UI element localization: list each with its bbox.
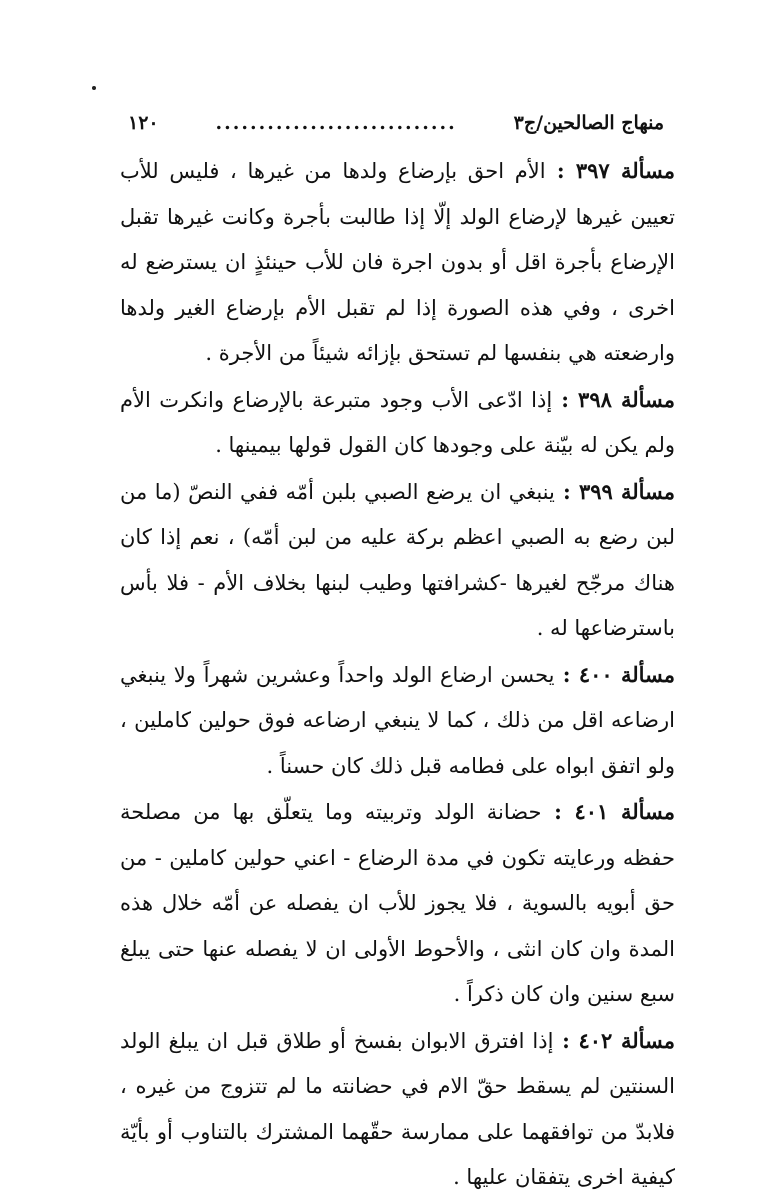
issue-399: مسألة ٣٩٩ : ينبغي ان يرضع الصبي بلبن أمّه ففي النصّ (ما من لبن رضع به الصبي اعظم بركة عليه من لبن أمّه) ، نعم إذا كان هناك مرجّح لغيرها -كشرافتها وطيب لبنها بخلاف الأم - فلا بأس باسترضاعها له . [120, 478, 675, 640]
issue-400: مسألة ٤٠٠ : يحسن ارضاع الولد واحداً وعشرين شهراً ولا ينبغي ارضاعه اقل من ذلك ، كما لا ينبغي ارضاعه فوق حولين كاملين ، ولو اتفق ابواه على فطامه قبل ذلك كان حسناً . [120, 661, 675, 778]
issue-text: الأم احق بإرضاع ولدها من غيرها ، فليس للأب تعيين غيرها لإرضاع الولد إلّا إذا طالبت بأجرة وكانت غيرها تقبل الإرضاع بأجرة اقل أو بدون اجرة فان للأب حينئذٍ ان يسترضع له اخرى ، وفي هذه الصورة إذا لم تقبل الأم بإرضاع الغير ولدها وارضعته هي بنفسها لم تستحق بإزائه شيئاً من الأجرة . [120, 159, 675, 365]
issue-401: مسألة ٤٠١ : حضانة الولد وتربيته وما يتعلّق بها من مصلحة حفظه ورعايته تكون في مدة الرضاع - اعني حولين كاملين - من حق أبويه بالسوية ، فلا يجوز للأب ان يفصله عن أمّه خلال هذه المدة وان كان انثى ، والأحوط الأولى ان لا يفصله عنها حتى يبلغ سبع سنين وان كان ذكراً . [120, 799, 675, 1006]
issue-label: مسألة ٣٩٩ [578, 478, 675, 504]
issue-label: مسألة ٤٠٠ [578, 661, 675, 687]
header-dot-leader: ............................ [215, 112, 457, 134]
issue-label: مسألة ٤٠١ [574, 799, 675, 824]
issue-label: مسألة ٣٩٧ [575, 158, 676, 183]
page-body [120, 148, 675, 1201]
issue-text: ينبغي ان يرضع الصبي بلبن أمّه ففي النصّ (ما من لبن رضع به الصبي اعظم بركة عليه من لبن أمّه) ، نعم إذا كان هناك مرجّح لغيرها -كشرافتها وطيب لبنها بخلاف الأم - فلا بأس باسترضاعها له . [120, 479, 675, 640]
issue-text: يحسن ارضاع الولد واحداً وعشرين شهراً ولا ينبغي ارضاعه اقل من ذلك ، كما لا ينبغي ارضاعه فوق حولين كاملين ، ولو اتفق ابواه على فطامه قبل ذلك كان حسناً . [120, 662, 675, 778]
issue-text: إذا افترق الابوان بفسخ أو طلاق قبل ان يبلغ الولد السنتين لم يسقط حقّ الام في حضانته ما لم تتزوج من غيره ، فلابدّ من توافقهما على ممارسة حقّهما المشترك بالتناوب أو بأيّة كيفية اخرى يتفقان عليها . [120, 1028, 675, 1189]
issue-402: مسألة ٤٠٢ : إذا افترق الابوان بفسخ أو طلاق قبل ان يبلغ الولد السنتين لم يسقط حقّ الام في حضانته ما لم تتزوج من غيره ، فلابدّ من توافقهما على ممارسة حقّهما المشترك بالتناوب أو بأيّة كيفية اخرى يتفقان عليها . [120, 1027, 675, 1189]
issue-398: مسألة ٣٩٨ : إذا ادّعى الأب وجود متبرعة بالإرضاع وانكرت الأم ولم يكن له بيّنة على وجودها كان القول قولها بيمينها . [120, 386, 675, 457]
issue-label: مسألة ٣٩٨ [578, 386, 675, 412]
issue-label: مسألة ٤٠٢ [578, 1027, 675, 1053]
issue-text: إذا ادّعى الأب وجود متبرعة بالإرضاع وانكرت الأم ولم يكن له بيّنة على وجودها كان القول قولها بيمينها . [120, 387, 675, 457]
running-header [128, 112, 664, 134]
issue-397: مسألة ٣٩٧ : الأم احق بإرضاع ولدها من غيرها ، فليس للأب تعيين غيرها لإرضاع الولد إلّا إذا طالبت بأجرة وكانت غيرها تقبل الإرضاع بأجرة اقل أو بدون اجرة فان للأب حينئذٍ ان يسترضع له اخرى ، وفي هذه الصورة إذا لم تقبل الأم بإرضاع الغير ولدها وارضعته هي بنفسها لم تستحق بإزائه شيئاً من الأجرة . [120, 158, 676, 365]
running-title: منهاج الصالحين/ج٣ [513, 112, 664, 134]
issue-text: حضانة الولد وتربيته وما يتعلّق بها من مصلحة حفظه ورعايته تكون في مدة الرضاع - اعني حولين كاملين - من حق أبويه بالسوية ، فلا يجوز للأب ان يفصله عن أمّه خلال هذه المدة وان كان انثى ، والأحوط الأولى ان لا يفصله عنها حتى يبلغ سبع سنين وان كان ذكراً . [120, 800, 675, 1006]
page-number: ١٢٠ [128, 112, 159, 134]
stray-dot-mark [92, 86, 96, 90]
